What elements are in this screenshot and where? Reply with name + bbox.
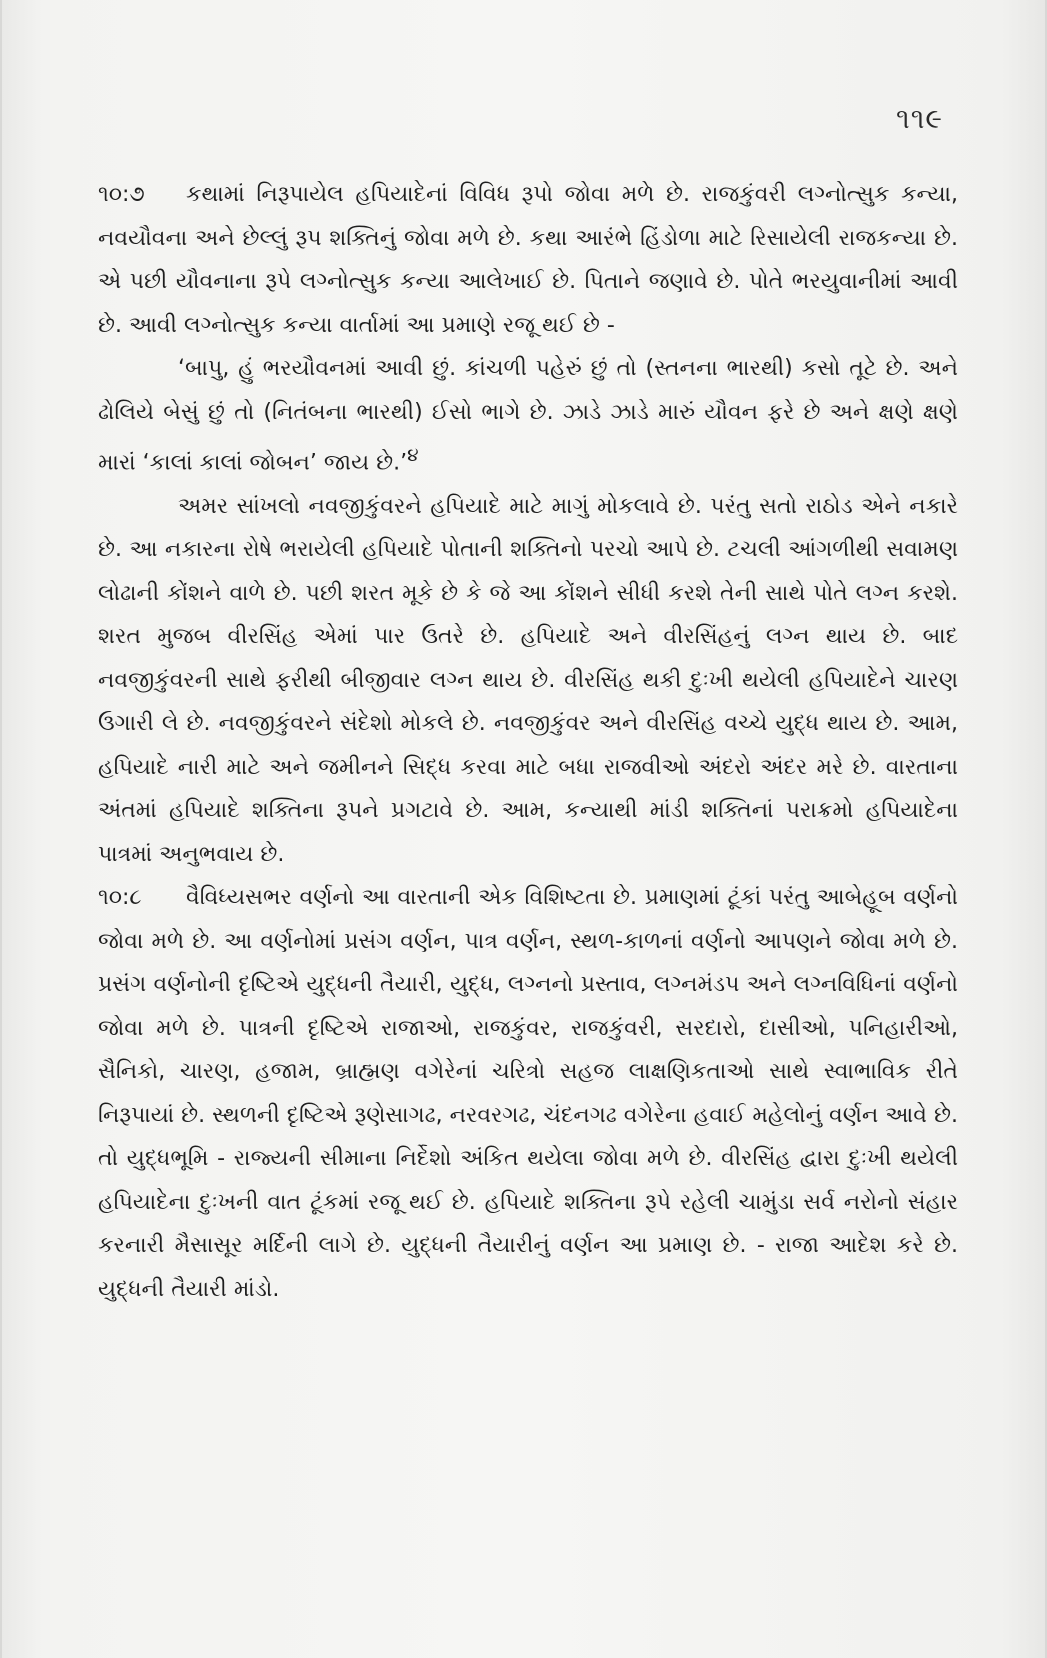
quote-paragraph (98, 347, 958, 485)
page-body (98, 173, 958, 1311)
paragraph-10-8 (98, 876, 958, 1311)
paragraph-text: વૈવિધ્યસભર વર્ણનો આ વારતાની એક વિશિષ્ટતા છે. પ્રમાણમાં ટૂંકાં પરંતુ આબેહૂબ વર્ણનો જોવા મળે છે. આ વર્ણનોમાં પ્રસંગ વર્ણન, પાત્ર વર્ણન, સ્થળ-કાળનાં વર્ણનો આપણને જોવા મળે છે. પ્રસંગ વર્ણનોની દૃષ્ટિએ યુદ્ધની તૈયારી, યુદ્ધ, લગ્નનો પ્રસ્તાવ, લગ્નમંડપ અને લગ્નવિધિનાં વર્ણનો જોવા મળે છે. પાત્રની દૃષ્ટિએ રાજાઓ, રાજકુંવર, રાજકુંવરી, સરદારો, દાસીઓ, પનિહારીઓ, સૈનિકો, ચારણ, હજામ, બ્રાહ્મણ વગેરેનાં ચરિત્રો સહજ લાક્ષણિકતાઓ સાથે સ્વાભાવિક રીતે નિરૂપાયાં છે. સ્થળની દૃષ્ટિએ રૂણેસાગઢ, નરવરગઢ, ચંદનગઢ વગેરેના હવાઈ મહેલોનું વર્ણન આવે છે. તો યુદ્ધભૂમિ - રાજ્યની સીમાના નિર્દેશો અંકિત થયેલા જોવા મળે છે. વીરસિંહ દ્વારા દુઃખી થયેલી હપિયાદેના દુઃખની વાત ટૂંકમાં રજૂ થઈ છે. હપિયાદે શક્તિના રૂપે રહેલી ચામુંડા સર્વ નરોનો સંહાર કરનારી મૈસાસૂર મર્દિની લાગે છે. યુદ્ધની તૈયારીનું વર્ણન આ પ્રમાણ છે. - રાજા આદેશ કરે છે. યુદ્ધની તૈયારી માંડો. (98, 885, 958, 1302)
section-number: ૧૦:૮ (98, 885, 142, 911)
page-number: ૧૧૯ (895, 102, 943, 135)
paragraph-10-7 (98, 173, 958, 347)
paragraph-text: ‘બાપુ, હું ભરયૌવનમાં આવી છું. કાંચળી પહેરું છું તો (સ્તનના ભારથી) કસો તૂટે છે. અને ઢોલિયે બેસું છું તો (નિતંબના ભારથી) ઈસો ભાગે છે. ઝાડે ઝાડે મારું યૌવન ફરે છે અને ક્ષણે ક્ષણે મારાં ‘કાલાં કાલાં જોબન’ જાય છે.’ (98, 356, 958, 476)
footnote-marker: ૪ (407, 445, 419, 466)
section-number: ૧૦:૭ (98, 182, 145, 207)
paragraph-story (98, 485, 958, 877)
paragraph-text: કથામાં નિરૂપાયેલ હપિયાદેનાં વિવિધ રૂપો જોવા મળે છે. રાજકુંવરી લગ્નોત્સુક કન્યા, નવયૌવના અને છેલ્લું રૂપ શક્તિનું જોવા મળે છે. કથા આરંભે હિંડોળા માટે રિસાયેલી રાજકન્યા છે. એ પછી યૌવનાના રૂપે લગ્નોત્સુક કન્યા આલેખાઈ છે. પિતાને જણાવે છે. પોતે ભરયુવાનીમાં આવી છે. આવી લગ્નોત્સુક કન્યા વાર્તામાં આ પ્રમાણે રજૂ થઈ છે - (98, 182, 958, 338)
paragraph-text: અમર સાંખલો નવજીકુંવરને હપિયાદે માટે માગું મોકલાવે છે. પરંતુ સતો રાઠોડ એને નકારે છે. આ નકારના રોષે ભરાયેલી હપિયાદે પોતાની શક્તિનો પરચો આપે છે. ટચલી આંગળીથી સવામણ લોઢાની કોંશને વાળે છે. પછી શરત મૂકે છે કે જે આ કોંશને સીધી કરશે તેની સાથે પોતે લગ્ન કરશે. શરત મુજબ વીરસિંહ એમાં પાર ઉતરે છે. હપિયાદે અને વીરસિંહનું લગ્ન થાય છે. બાદ નવજીકુંવરની સાથે ફરીથી બીજીવાર લગ્ન થાય છે. વીરસિંહ થકી દુઃખી થયેલી હપિયાદેને ચારણ ઉગારી લે છે. નવજીકુંવરને સંદેશો મોકલે છે. નવજીકુંવર અને વીરસિંહ વચ્ચે યુદ્ધ થાય છે. આમ, હપિયાદે નારી માટે અને જમીનને સિદ્ધ કરવા માટે બધા રાજવીઓ અંદરો અંદર મરે છે. વારતાના અંતમાં હપિયાદે શક્તિના રૂપને પ્રગટાવે છે. આમ, કન્યાથી માંડી શક્તિનાં પરાક્રમો હપિયાદેના પાત્રમાં અનુભવાય છે. (98, 493, 958, 867)
